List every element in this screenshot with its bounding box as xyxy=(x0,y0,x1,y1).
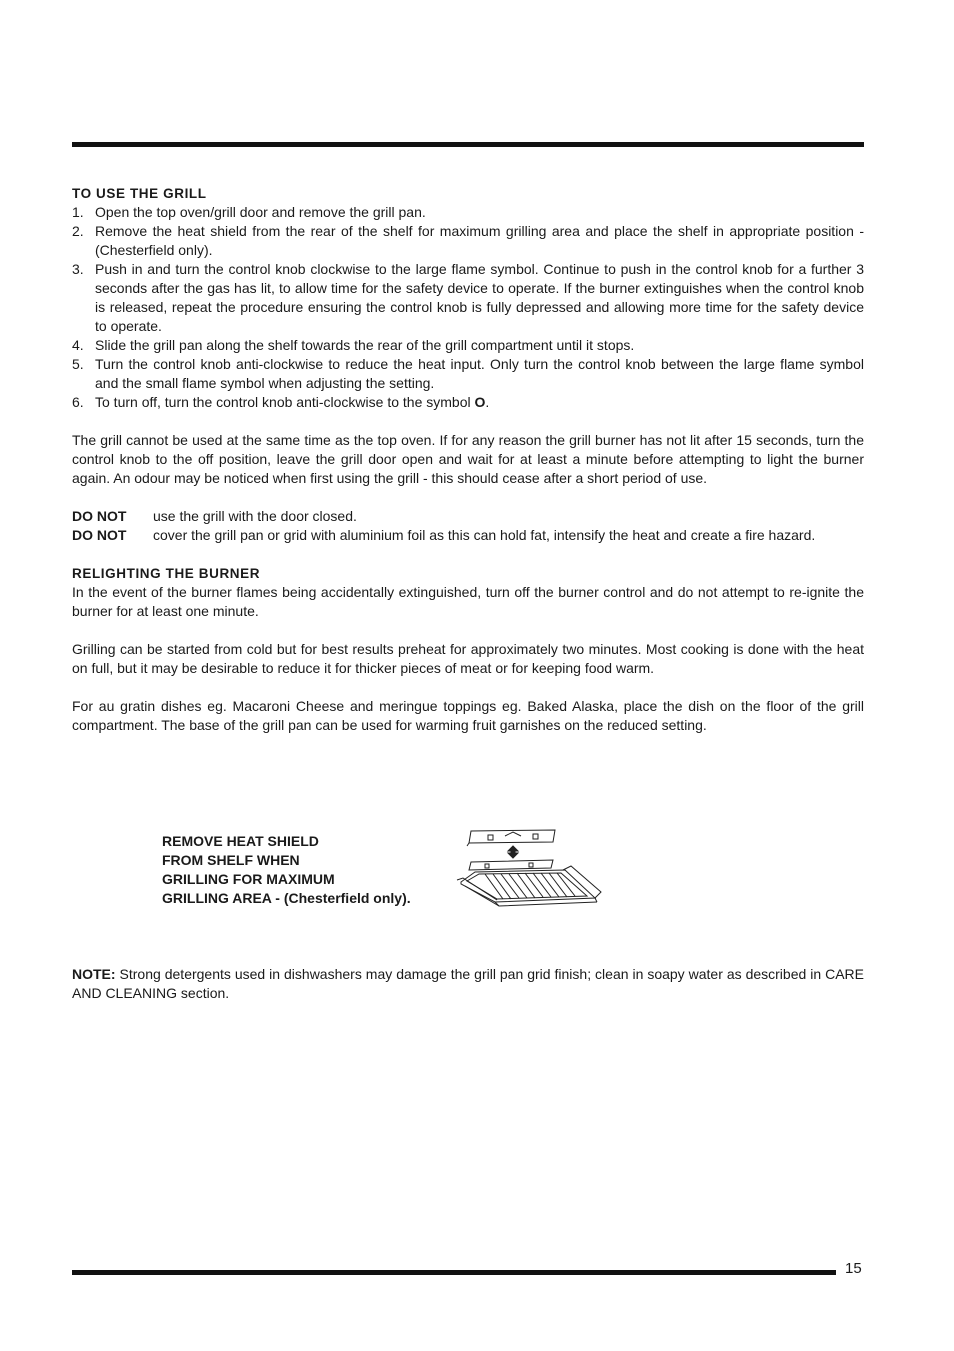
section-heading-relighting: RELIGHTING THE BURNER xyxy=(72,566,261,581)
warning-label: DO NOT xyxy=(72,527,127,543)
note-label: NOTE: xyxy=(72,966,116,982)
page-number: 15 xyxy=(845,1260,862,1277)
warning-row xyxy=(72,507,864,526)
warning-row xyxy=(72,526,864,545)
off-symbol: O xyxy=(474,394,486,410)
list-item: 2. Remove the heat shield from the rear of the shelf for maximum grilling area and place the shelf in appropriate position - (Chesterfield only). xyxy=(72,223,864,258)
section-heading-use-grill: TO USE THE GRILL xyxy=(72,186,207,201)
main-content xyxy=(72,184,864,735)
list-item: 6. To turn off, turn the control knob anti-clockwise to the symbol O. xyxy=(72,394,490,410)
note-block xyxy=(72,965,864,1003)
warning-text: cover the grill pan or grid with aluminium foil as this can hold fat, intensify the heat and create a fire hazard. xyxy=(153,527,816,543)
list-item: 3. Push in and turn the control knob clockwise to the large flame symbol. Continue to push in the control knob for a further 3 seconds after the gas has lit, to allow time for the safety device to operate. If the burner extinguishes when the control knob is released, repeat the procedure ensuring the control knob is fully depressed and allowing more time for the safety device to operate. xyxy=(72,261,864,334)
bottom-rule xyxy=(72,1270,836,1275)
au-gratin-paragraph: For au gratin dishes eg. Macaroni Cheese and meringue toppings eg. Baked Alaska, place the dish on the floor of the grill compartment. The base of the grill pan can be used for warming fruit garnishes on the reduced setting. xyxy=(72,698,864,733)
note-text: Strong detergents used in dishwashers may damage the grill pan grid finish; clean in soapy water as described in CARE AND CLEANING section. xyxy=(72,966,864,1001)
list-item: 4. Slide the grill pan along the shelf towards the rear of the grill compartment until it stops. xyxy=(72,337,635,353)
shelf-heat-shield-diagram-icon xyxy=(455,826,605,921)
grill-usage-paragraph: The grill cannot be used at the same time as the top oven. If for any reason the grill burner has not lit after 15 seconds, turn the control knob to the off position, leave the grill door open and wait for at least a minute before attempting to light the burner again. An odour may be noticed when first using the grill - this should cease after a short period of use. xyxy=(72,432,864,486)
preheat-paragraph: Grilling can be started from cold but for best results preheat for approximately two minutes. Most cooking is done with the heat on full, but it may be desirable to reduce it for thicker pieces of meat or for keeping food warm. xyxy=(72,641,864,676)
warning-label: DO NOT xyxy=(72,508,127,524)
figure-caption: REMOVE HEAT SHIELD FROM SHELF WHEN GRILLING FOR MAXIMUM GRILLING AREA - (Chesterfield only). xyxy=(162,833,411,906)
grill-steps-list xyxy=(72,203,864,412)
relighting-paragraph: In the event of the burner flames being accidentally extinguished, turn off the burner control and do not attempt to re-ignite the burner for at least one minute. xyxy=(72,584,864,619)
warning-text: use the grill with the door closed. xyxy=(153,508,357,524)
list-item: 1. Open the top oven/grill door and remove the grill pan. xyxy=(72,204,426,220)
top-rule xyxy=(72,142,864,147)
list-item: 5. Turn the control knob anti-clockwise to reduce the heat input. Only turn the control knob between the large flame symbol and the small flame symbol when adjusting the setting. xyxy=(72,356,864,391)
